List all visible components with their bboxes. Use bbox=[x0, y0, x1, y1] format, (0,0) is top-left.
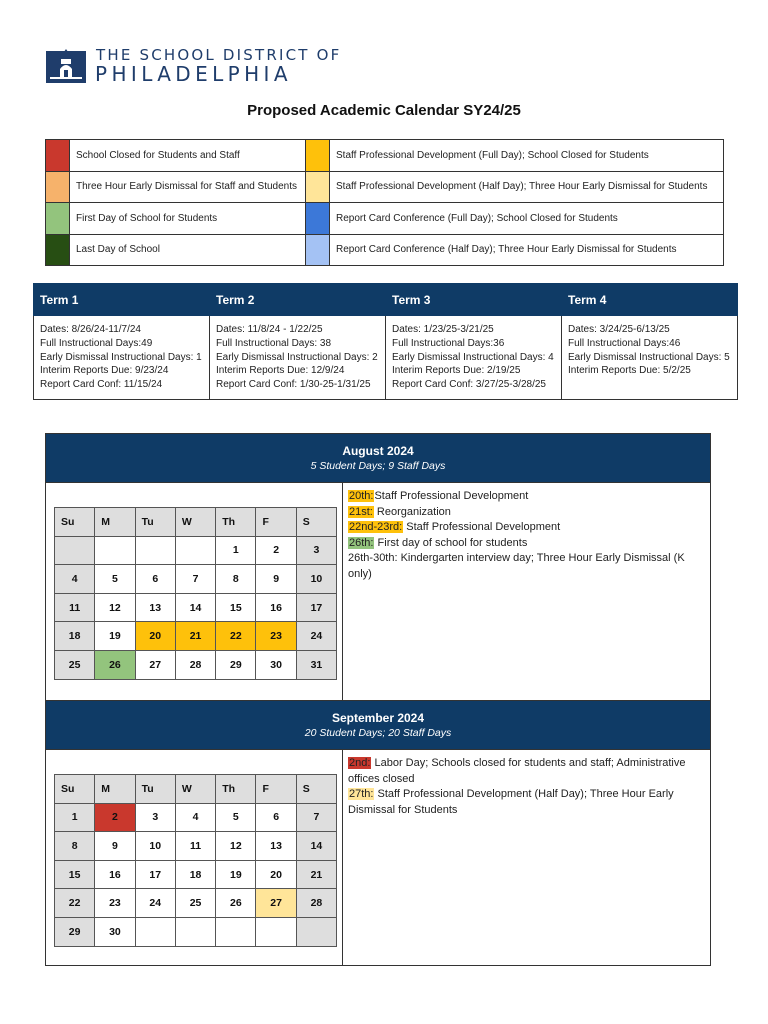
calendar-day: 11 bbox=[175, 832, 215, 861]
legend-table bbox=[45, 139, 724, 266]
note-date-tag: 20th: bbox=[349, 490, 374, 502]
calendar-grid-wrapper bbox=[46, 750, 343, 965]
calendar-grid bbox=[54, 507, 337, 680]
terms-header-row bbox=[34, 284, 738, 316]
calendar-day: 3 bbox=[296, 536, 336, 565]
term-line: Report Card Conf: 1/30-25-1/31/25 bbox=[216, 379, 371, 391]
calendar-day: 1 bbox=[216, 536, 256, 565]
term-details bbox=[562, 316, 738, 400]
calendar-week-row bbox=[55, 593, 337, 622]
calendar-day: 2 bbox=[95, 803, 135, 832]
note-date-tag: 22nd-23rd: bbox=[349, 521, 403, 533]
note-line bbox=[348, 787, 705, 818]
term-header: Term 1 bbox=[34, 284, 210, 316]
term-details bbox=[386, 316, 562, 400]
calendar-week-row bbox=[55, 622, 337, 651]
calendar-week-row bbox=[55, 565, 337, 594]
calendar-empty-cell bbox=[135, 917, 175, 946]
calendar-day: 2 bbox=[256, 536, 296, 565]
note-text: Staff Professional Development (Half Day); Three Hour Early Dismissal for Students bbox=[348, 788, 674, 816]
legend-row bbox=[46, 140, 724, 172]
district-logo bbox=[46, 46, 366, 86]
note-line bbox=[348, 536, 705, 552]
term-line: Early Dismissal Instructional Days: 1 bbox=[40, 351, 202, 363]
calendar-day: 5 bbox=[216, 803, 256, 832]
weekday-header: M bbox=[95, 508, 135, 537]
calendar-day: 29 bbox=[216, 650, 256, 679]
calendar-day: 20 bbox=[256, 860, 296, 889]
calendar-empty-cell bbox=[135, 536, 175, 565]
weekday-header: Tu bbox=[135, 508, 175, 537]
calendar-empty-cell bbox=[216, 917, 256, 946]
calendar-day: 21 bbox=[175, 622, 215, 651]
calendar-day: 30 bbox=[95, 917, 135, 946]
calendar-day: 3 bbox=[135, 803, 175, 832]
note-line bbox=[348, 520, 705, 536]
term-line: Report Card Conf: 11/15/24 bbox=[40, 379, 163, 391]
legend-swatch-dark-green bbox=[46, 234, 70, 266]
calendar-day: 14 bbox=[175, 593, 215, 622]
terms-detail-row bbox=[34, 316, 738, 400]
calendar-empty-cell bbox=[256, 917, 296, 946]
calendar-day: 21 bbox=[296, 860, 336, 889]
calendar-day: 7 bbox=[175, 565, 215, 594]
weekday-header: F bbox=[256, 775, 296, 804]
calendar-week-row bbox=[55, 536, 337, 565]
term-line: Dates: 8/26/24-11/7/24 bbox=[40, 324, 141, 335]
month-header-september bbox=[46, 701, 710, 750]
term-line: Early Dismissal Instructional Days: 4 bbox=[392, 351, 554, 363]
legend-swatch-light-yellow bbox=[306, 171, 330, 203]
legend-swatch-red bbox=[46, 140, 70, 172]
note-date-tag: 2nd: bbox=[349, 757, 371, 769]
calendar-day: 8 bbox=[216, 565, 256, 594]
weekday-header: M bbox=[95, 775, 135, 804]
calendar-day: 14 bbox=[296, 832, 336, 861]
calendar-day: 31 bbox=[296, 650, 336, 679]
month-title: August 2024 bbox=[342, 444, 414, 458]
calendar-day: 22 bbox=[216, 622, 256, 651]
term-header: Term 3 bbox=[386, 284, 562, 316]
calendar-day: 23 bbox=[256, 622, 296, 651]
month-body-august bbox=[46, 483, 710, 701]
calendar-week-row bbox=[55, 803, 337, 832]
calendar-day: 6 bbox=[256, 803, 296, 832]
calendar-day: 23 bbox=[95, 889, 135, 918]
calendar-day: 13 bbox=[135, 593, 175, 622]
calendar-day: 9 bbox=[256, 565, 296, 594]
calendar-grid-wrapper bbox=[46, 483, 343, 700]
month-body-september bbox=[46, 750, 710, 965]
calendar-day: 17 bbox=[296, 593, 336, 622]
calendar-day: 6 bbox=[135, 565, 175, 594]
calendar-day: 26 bbox=[216, 889, 256, 918]
calendar-week-row bbox=[55, 650, 337, 679]
term-line: Early Dismissal Instructional Days: 2 bbox=[216, 351, 378, 363]
calendar-day: 9 bbox=[95, 832, 135, 861]
note-line bbox=[348, 505, 705, 521]
month-subtitle: 20 Student Days; 20 Staff Days bbox=[304, 727, 452, 739]
term-line: Early Dismissal Instructional Days: 5 bbox=[568, 351, 730, 363]
legend-swatch-light-blue bbox=[306, 234, 330, 266]
note-date-tag: 26th: bbox=[349, 536, 374, 549]
calendar-day: 24 bbox=[296, 622, 336, 651]
logo-text-line2: PHILADELPHIA bbox=[95, 62, 292, 86]
weekday-header: Th bbox=[216, 775, 256, 804]
note-line bbox=[348, 551, 705, 582]
weekday-header: F bbox=[256, 508, 296, 537]
calendar-week-row bbox=[55, 889, 337, 918]
term-line: Full Instructional Days:49 bbox=[40, 337, 153, 349]
term-header: Term 2 bbox=[210, 284, 386, 316]
calendar-empty-cell bbox=[296, 917, 336, 946]
legend-label: First Day of School for Students bbox=[70, 203, 306, 235]
calendar-day: 17 bbox=[135, 860, 175, 889]
weekday-header: W bbox=[175, 508, 215, 537]
weekday-header: Su bbox=[55, 775, 95, 804]
calendar-day: 13 bbox=[256, 832, 296, 861]
term-details bbox=[210, 316, 386, 400]
legend-row bbox=[46, 203, 724, 235]
note-text: Labor Day; Schools closed for students and staff; Administrative offices closed bbox=[348, 757, 686, 785]
legend-label: Three Hour Early Dismissal for Staff and Students bbox=[70, 171, 306, 203]
note-text: Staff Professional Development bbox=[403, 521, 561, 533]
weekday-header-row bbox=[55, 508, 337, 537]
calendar-day: 12 bbox=[216, 832, 256, 861]
calendar-day: 12 bbox=[95, 593, 135, 622]
legend-swatch-yellow bbox=[306, 140, 330, 172]
weekday-header: S bbox=[296, 775, 336, 804]
calendar-day: 15 bbox=[55, 860, 95, 889]
calendar-day: 5 bbox=[95, 565, 135, 594]
calendar-day: 16 bbox=[256, 593, 296, 622]
calendar-empty-cell bbox=[95, 536, 135, 565]
note-text: 26th-30th: Kindergarten interview day; Three Hour Early Dismissal (K only) bbox=[348, 552, 685, 580]
weekday-header: Su bbox=[55, 508, 95, 537]
calendar-day: 18 bbox=[175, 860, 215, 889]
legend-row bbox=[46, 234, 724, 266]
calendar-day: 27 bbox=[256, 889, 296, 918]
weekday-header: Th bbox=[216, 508, 256, 537]
calendar-day: 11 bbox=[55, 593, 95, 622]
note-text: Reorganization bbox=[373, 505, 451, 518]
legend-swatch-orange bbox=[46, 171, 70, 203]
legend-label: Staff Professional Development (Half Day); Three Hour Early Dismissal for Students bbox=[330, 171, 724, 203]
calendar-day: 28 bbox=[175, 650, 215, 679]
calendar-day: 30 bbox=[256, 650, 296, 679]
weekday-header-row bbox=[55, 775, 337, 804]
calendar-day: 18 bbox=[55, 622, 95, 651]
calendar-day: 22 bbox=[55, 889, 95, 918]
calendar-day: 1 bbox=[55, 803, 95, 832]
calendar-week-row bbox=[55, 860, 337, 889]
page-title: Proposed Academic Calendar SY24/25 bbox=[247, 102, 521, 119]
legend-label: School Closed for Students and Staff bbox=[70, 140, 306, 172]
weekday-header: Tu bbox=[135, 775, 175, 804]
calendar-day: 20 bbox=[135, 622, 175, 651]
calendar-empty-cell bbox=[175, 536, 215, 565]
legend-row bbox=[46, 171, 724, 203]
legend-label: Report Card Conference (Full Day); School Closed for Students bbox=[330, 203, 724, 235]
calendar-day: 4 bbox=[55, 565, 95, 594]
weekday-header: S bbox=[296, 508, 336, 537]
calendar-day: 4 bbox=[175, 803, 215, 832]
term-line: Interim Reports Due: 9/23/24 bbox=[40, 365, 169, 377]
term-line: Dates: 1/23/25-3/21/25 bbox=[392, 324, 494, 335]
calendar-day: 24 bbox=[135, 889, 175, 918]
legend-swatch-light-green bbox=[46, 203, 70, 235]
legend-label: Last Day of School bbox=[70, 234, 306, 266]
calendar-day: 27 bbox=[135, 650, 175, 679]
month-notes bbox=[343, 750, 710, 965]
legend-swatch-blue bbox=[306, 203, 330, 235]
logo-text-line1: THE SCHOOL DISTRICT OF bbox=[96, 46, 342, 64]
calendar-grid bbox=[54, 774, 337, 947]
monthly-calendar bbox=[45, 433, 711, 966]
calendar-day: 29 bbox=[55, 917, 95, 946]
calendar-day: 15 bbox=[216, 593, 256, 622]
legend-label: Report Card Conference (Half Day); Three Hour Early Dismissal for Students bbox=[330, 234, 724, 266]
calendar-week-row bbox=[55, 832, 337, 861]
term-line: Dates: 11/8/24 - 1/22/25 bbox=[216, 324, 323, 335]
calendar-day: 10 bbox=[296, 565, 336, 594]
month-subtitle: 5 Student Days; 9 Staff Days bbox=[310, 460, 446, 472]
calendar-day: 10 bbox=[135, 832, 175, 861]
month-title: September 2024 bbox=[331, 711, 425, 725]
term-line: Full Instructional Days:46 bbox=[568, 337, 681, 349]
term-line: Interim Reports Due: 5/2/25 bbox=[568, 365, 691, 377]
term-details bbox=[34, 316, 210, 400]
note-line bbox=[348, 756, 705, 787]
term-line: Interim Reports Due: 2/19/25 bbox=[392, 365, 521, 377]
note-text: Staff Professional Development bbox=[374, 490, 529, 502]
month-notes bbox=[343, 483, 710, 700]
note-date-tag: 21st: bbox=[349, 505, 373, 518]
calendar-day: 25 bbox=[175, 889, 215, 918]
term-line: Interim Reports Due: 12/9/24 bbox=[216, 365, 345, 377]
note-date-tag: 27th: bbox=[349, 788, 374, 800]
term-line: Full Instructional Days: 38 bbox=[216, 337, 332, 349]
calendar-week-row bbox=[55, 917, 337, 946]
legend-label: Staff Professional Development (Full Day); School Closed for Students bbox=[330, 140, 724, 172]
term-line: Full Instructional Days:36 bbox=[392, 337, 505, 349]
calendar-day: 25 bbox=[55, 650, 95, 679]
term-header: Term 4 bbox=[562, 284, 738, 316]
weekday-header: W bbox=[175, 775, 215, 804]
calendar-day: 19 bbox=[216, 860, 256, 889]
calendar-day: 19 bbox=[95, 622, 135, 651]
note-text: First day of school for students bbox=[374, 536, 528, 549]
calendar-day: 28 bbox=[296, 889, 336, 918]
calendar-day: 7 bbox=[296, 803, 336, 832]
term-line: Dates: 3/24/25-6/13/25 bbox=[568, 324, 670, 335]
calendar-day: 26 bbox=[95, 650, 135, 679]
calendar-empty-cell bbox=[175, 917, 215, 946]
calendar-day: 8 bbox=[55, 832, 95, 861]
calendar-day: 16 bbox=[95, 860, 135, 889]
note-line bbox=[348, 489, 705, 505]
bell-tower-icon bbox=[46, 47, 86, 83]
calendar-empty-cell bbox=[55, 536, 95, 565]
terms-table bbox=[33, 283, 738, 400]
month-header-august bbox=[46, 434, 710, 483]
term-line: Report Card Conf: 3/27/25-3/28/25 bbox=[392, 379, 546, 391]
